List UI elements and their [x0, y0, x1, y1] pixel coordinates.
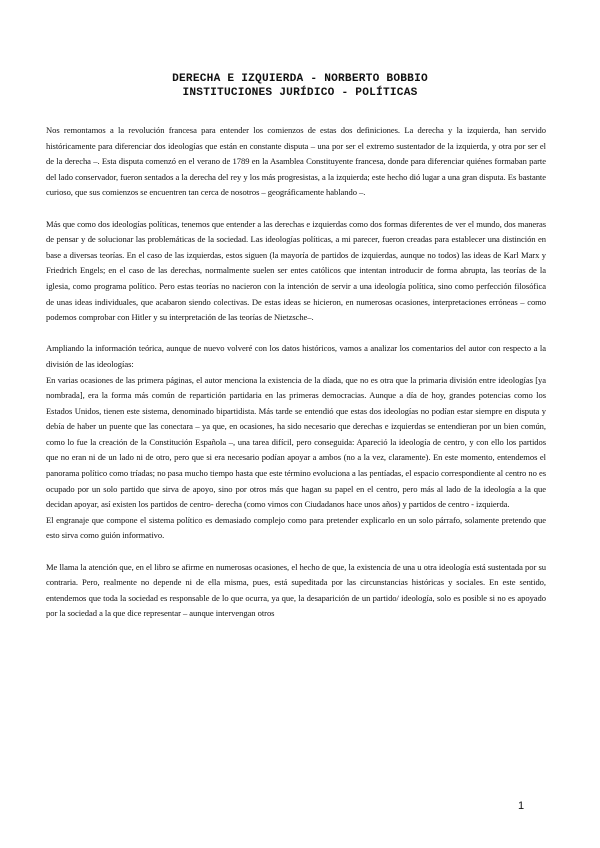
paragraph-worldviews: Más que como dos ideologías políticas, tenemos que entender a las derechas e izquierdas como dos formas diferentes de ver el mundo, dos maneras de pensar y de solucionar las problemáticas de la sociedad. Las ideologías políticas, a mi parecer, fueron creadas para establecer una distinción en base a diversas teorías. En el caso de las izquierdas, estos siguen (la mayoría de partidos de izquierdas, aunque no todos) las ideas de Karl Marx y Friedrich Engels; en el caso de las derechas, normalmente suelen ser entes católicos que intentan introducir de forma abrupta, las teorías de la iglesia, como programa político. Pero estas teorías no nacieron con la intención de servir a una ideología política, sino como perfección filosófica de unas ideas individuales, que acabaron siendo colectivas. De estas ideas se hicieron, en numerosas ocasiones, interpretaciones erróneas – como podemos comprobar con Hitler y su interpretación de las teorías de Nietzsche–.	[46, 218, 546, 323]
paragraph-political-gear: El engranaje que compone el sistema político es demasiado complejo como para pretender explicarlo en un solo párrafo, solamente pretendo que esto sirva como guión informativo.	[46, 514, 546, 541]
paragraph-gap	[46, 201, 546, 217]
paragraph-gap	[46, 326, 546, 342]
paragraph-author-analysis-intro: Ampliando la información teórica, aunque de nuevo volveré con los datos históricos, vamos a analizar los comentarios del autor con respecto a la división de las ideologías:	[46, 343, 546, 369]
page-number: 1	[518, 800, 525, 812]
paragraph-opposition: Me llama la atención que, en el libro se afirme en numerosas ocasiones, el hecho de que, la existencia de una u otra ideología está sustentada por su contraria. Pero, realmente no depende ni de ella misma, pues, está supeditada por las circunstancias históricas y sociales. En este sentido, entendemos que toda la sociedad es responsable de lo que ocurra, ya que, la desaparición de un partido/ ideología, solo es posible si no es apoyado por la sociedad a la que dice representar – aunque intervengan otros	[46, 561, 546, 619]
paragraph-origins: Nos remontamos a la revolución francesa para entender los comienzos de estas dos definiciones. La derecha y la izquierda, han servido históricamente para diferenciar dos ideologías que están en constante disputa – una por ser el extremo sustentador de la izquierda, y otra por ser el de la derecha –. Esta disputa comenzó en el verano de 1789 en la Asamblea Constituyente francesa, donde para diferenciar quiénes formaban parte del lado conservador, fueron sentados a la derecha del rey y los más progresistas, a la izquierda; este hecho dió lugar a una gran disputa. Es bastante curioso, que sus comienzos se encuentren tan cerca de nosotros – geográficamente hablando –.	[46, 125, 546, 198]
paragraph-diad: En varias ocasiones de las primera páginas, el autor menciona la existencia de la díada, que no es otra que la primaria división entre ideologías [ya nombrada], era la forma más común de repartición partidaria en las primeras democracias. Aunque a día de hoy, grandes potencias como los Estados Unidos, tienen este sistema, denominado bipartidista. Más tarde se entendió que estas dos ideologías no podían estar siempre en disputa y debía de haber un puente que las conectara – ya que, en ocasiones, ha sido necesario que derechas e izquierdas se entendieran por un bien común, como lo fue la creación de la Constitución Española –, una tarea difícil, pero conseguida: Apareció la ideología de centro, y con ello los partidos que no eran ni de un lado ni de otro, pero que si era necesario podían apoyar a ambos (no a la vez, claramente). En este momento, entendemos el panorama político como tríadas; no pasa mucho tiempo hasta que este término evoluciona a las pentíadas, el espacio correspondiente al centro no es ocupado por un solo partido que sirva de apoyo, sino por otros más que hagan su papel en el centro, pero más al lado de la ideología a la que decidan apoyar, así existen los partidos de centro- derecha (como vimos con Ciudadanos hace unos años) y partidos de centro - izquierda.	[46, 374, 546, 510]
paragraph-gap	[46, 544, 546, 560]
document-title	[0, 72, 600, 100]
document-body	[46, 123, 546, 622]
title-line-1: DERECHA E IZQUIERDA - NORBERTO BOBBIO	[172, 73, 428, 85]
title-line-2: INSTITUCIONES JURÍDICO - POLÍTICAS	[182, 87, 418, 99]
